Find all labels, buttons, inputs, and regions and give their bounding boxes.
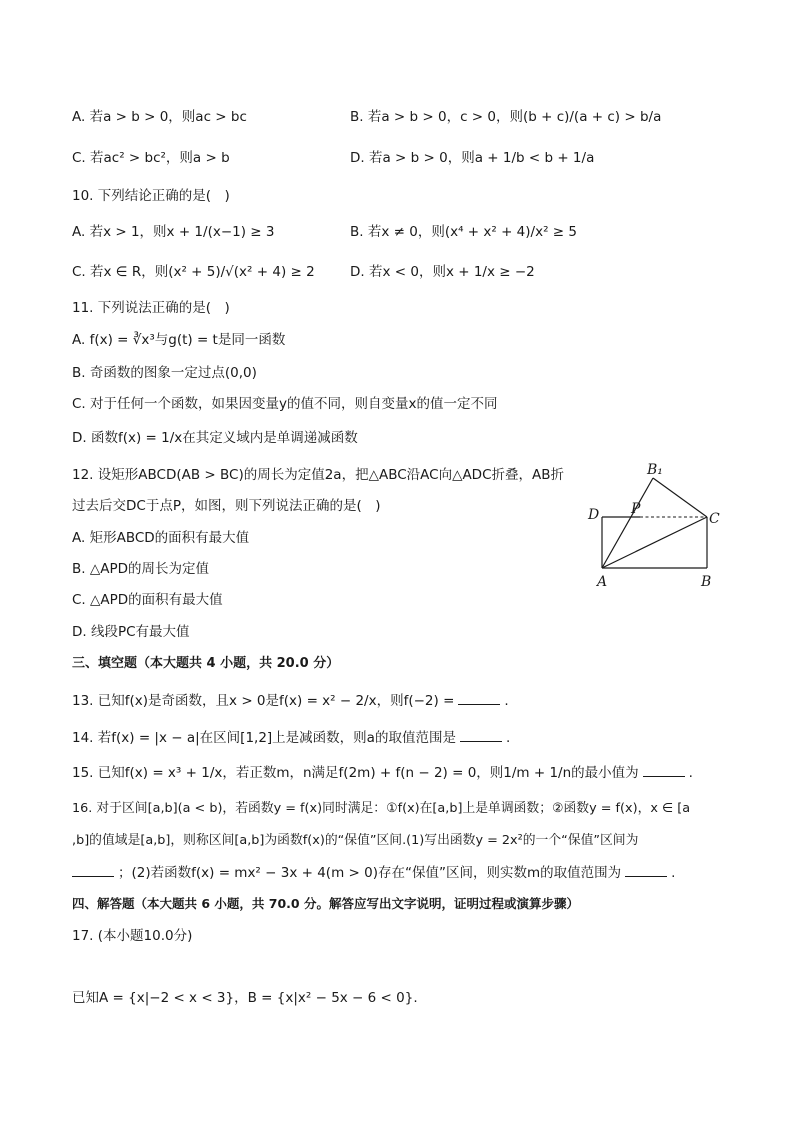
- label-d: D: [588, 507, 600, 523]
- period: .: [688, 765, 693, 781]
- label-a: A: [597, 574, 608, 590]
- q11-option-c: C. 对于任何一个函数，如果因变量y的值不同，则自变量x的值一定不同: [72, 396, 498, 412]
- q10-option-b: B. 若x ≠ 0，则(x⁴ + x² + 4)/x² ≥ 5: [350, 224, 577, 240]
- q17-text: 已知A = {x|−2 < x < 3}，B = {x|x² − 5x − 6 < 0}.: [72, 990, 418, 1006]
- q9-option-c: C. 若ac² > bc²，则a > b: [72, 150, 230, 166]
- q13-text: 13. 已知f(x)是奇函数，且x > 0是f(x) = x² − 2/x，则f(−2) =: [72, 693, 455, 709]
- q16-line3-text: ；(2)若函数f(x) = mx² − 3x + 4(m > 0)存在“保值”区间，则实数m的取值范围为: [118, 865, 622, 881]
- q11-stem: 11. 下列说法正确的是( ): [72, 300, 230, 316]
- q9-option-d: D. 若a > b > 0，则a + 1/b < b + 1/a: [350, 150, 595, 166]
- label-b1: B₁: [647, 462, 663, 478]
- q16-line2: ,b]的值域是[a,b]，则称区间[a,b]为函数f(x)的“保值”区间.(1)写出函数y = 2x²的一个“保值”区间为: [72, 833, 639, 848]
- label-p: P: [631, 501, 641, 517]
- edge-b1c: [653, 478, 707, 517]
- q16-line3: [72, 862, 675, 883]
- answer-blank: [460, 727, 502, 742]
- q12-stem-line2: 过去后交DC于点P，如图，则下列说法正确的是( ): [72, 498, 381, 514]
- q10-option-a: A. 若x > 1，则x + 1/(x−1) ≥ 3: [72, 224, 275, 240]
- answer-blank: [72, 862, 114, 877]
- q11-option-a: A. f(x) = ∛x³与g(t) = t是同一函数: [72, 332, 286, 348]
- period: .: [505, 730, 511, 746]
- edge-ab1: [602, 478, 653, 568]
- q14-text: 14. 若f(x) = |x − a|在区间[1,2]上是减函数，则a的取值范围是: [72, 730, 456, 746]
- q9-option-b: B. 若a > b > 0，c > 0，则(b + c)/(a + c) > b/a: [350, 109, 662, 125]
- diagonal-ac: [602, 517, 707, 568]
- q15: [72, 762, 693, 783]
- q11-option-d: D. 函数f(x) = 1/x在其定义域内是单调递减函数: [72, 430, 358, 446]
- q14: [72, 727, 510, 748]
- answer-blank: [643, 762, 685, 777]
- q12-option-a: A. 矩形ABCD的面积有最大值: [72, 530, 250, 546]
- q17-title: 17. (本小题10.0分): [72, 928, 193, 944]
- answer-blank: [625, 862, 667, 877]
- q10-stem: 10. 下列结论正确的是( ): [72, 188, 230, 204]
- q11-option-b: B. 奇函数的图象一定过点(0,0): [72, 365, 257, 381]
- label-b: B: [701, 574, 712, 590]
- q10-option-d: D. 若x < 0，则x + 1/x ≥ −2: [350, 264, 535, 280]
- answer-blank: [458, 690, 500, 705]
- q9-option-a: A. 若a > b > 0，则ac > bc: [72, 109, 247, 125]
- q15-text: 15. 已知f(x) = x³ + 1/x，若正数m，n满足f(2m) + f(n − 2) = 0，则1/m + 1/n的最小值为: [72, 765, 639, 781]
- q12-option-c: C. △APD的面积有最大值: [72, 592, 223, 608]
- q12-option-b: B. △APD的周长为定值: [72, 561, 209, 577]
- section-4-heading: 四、解答题（本大题共 6 小题，共 70.0 分。解答应写出文字说明，证明过程或演算步骤）: [72, 896, 579, 911]
- q12-fold-diagram: [585, 462, 725, 592]
- period: .: [504, 693, 509, 709]
- label-c: C: [709, 511, 720, 527]
- q12-option-d: D. 线段PC有最大值: [72, 624, 190, 640]
- q16-line1: 16. 对于区间[a,b](a < b)，若函数y = f(x)同时满足：①f(x)在[a,b]上是单调函数；②函数y = f(x)，x ∈ [a: [72, 801, 691, 816]
- section-3-heading: 三、填空题（本大题共 4 小题，共 20.0 分）: [72, 656, 340, 671]
- q10-option-c: C. 若x ∈ R，则(x² + 5)/√(x² + 4) ≥ 2: [72, 264, 315, 280]
- q13: [72, 690, 509, 711]
- period: .: [671, 865, 676, 881]
- q12-stem-line1: 12. 设矩形ABCD(AB > BC)的周长为定值2a，把△ABC沿AC向△ADC折叠，AB折: [72, 467, 565, 483]
